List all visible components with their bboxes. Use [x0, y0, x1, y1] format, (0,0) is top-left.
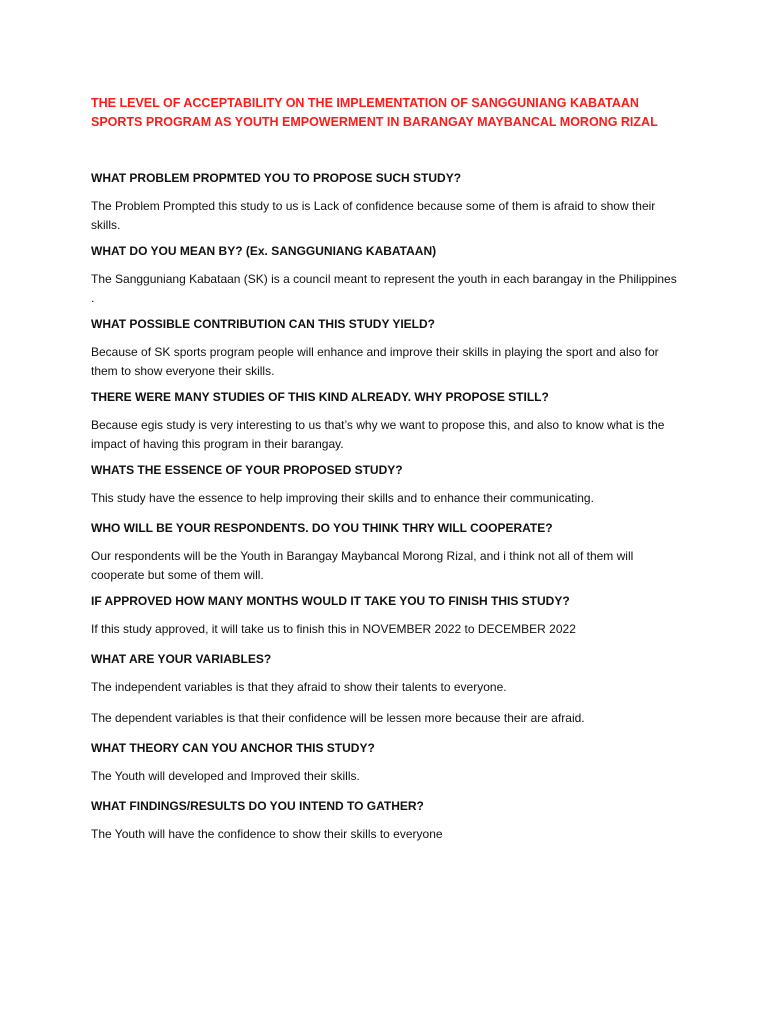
question-contribution: WHAT POSSIBLE CONTRIBUTION CAN THIS STUDY YIELD?	[91, 317, 436, 331]
question-problem: WHAT PROBLEM PROPMTED YOU TO PROPOSE SUCH STUDY?	[91, 171, 462, 185]
question-months: IF APPROVED HOW MANY MONTHS WOULD IT TAKE YOU TO FINISH THIS STUDY?	[91, 594, 570, 608]
answer-why-propose: Because egis study is very interesting to us that’s why we want to propose this, and also to know what is the impact of having this program in their barangay.	[91, 418, 665, 451]
answer-dependent-variable: The dependent variables is that their confidence will be lessen more because their are afraid.	[91, 711, 585, 725]
question-findings: WHAT FINDINGS/RESULTS DO YOU INTEND TO GATHER?	[91, 799, 424, 813]
answer-findings: The Youth will have the confidence to show their skills to everyone	[91, 827, 443, 841]
question-respondents: WHO WILL BE YOUR RESPONDENTS. DO YOU THINK THRY WILL COOPERATE?	[91, 521, 553, 535]
question-essence: WHATS THE ESSENCE OF YOUR PROPOSED STUDY?	[91, 463, 403, 477]
document-title: THE LEVEL OF ACCEPTABILITY ON THE IMPLEMENTATION OF SANGGUNIANG KABATAAN SPORTS PROGRAM AS YOUTH EMPOWERMENT IN BARANGAY MAYBANCAL MORONG RIZAL	[91, 96, 658, 129]
question-why-propose: THERE WERE MANY STUDIES OF THIS KIND ALREADY. WHY PROPOSE STILL?	[91, 390, 549, 404]
answer-respondents: Our respondents will be the Youth in Barangay Maybancal Morong Rizal, and i think not all of them will cooperate but some of them will.	[91, 549, 634, 582]
answer-problem: The Problem Prompted this study to us is Lack of confidence because some of them is afraid to show their skills.	[91, 199, 656, 232]
answer-months: If this study approved, it will take us to finish this in NOVEMBER 2022 to DECEMBER 2022	[91, 622, 576, 636]
answer-theory: The Youth will developed and Improved their skills.	[91, 769, 360, 783]
answer-contribution: Because of SK sports program people will enhance and improve their skills in playing the sport and also for them to show everyone their skills.	[91, 345, 659, 378]
answer-essence: This study have the essence to help improving their skills and to enhance their communicating.	[91, 491, 594, 505]
question-variables: WHAT ARE YOUR VARIABLES?	[91, 652, 272, 666]
question-theory: WHAT THEORY CAN YOU ANCHOR THIS STUDY?	[91, 741, 375, 755]
answer-meaning: The Sangguniang Kabataan (SK) is a council meant to represent the youth in each barangay in the Philippines .	[91, 272, 677, 305]
qa-section	[91, 170, 681, 856]
answer-independent-variable: The independent variables is that they afraid to show their talents to everyone.	[91, 680, 507, 694]
question-meaning: WHAT DO YOU MEAN BY? (Ex. SANGGUNIANG KABATAAN)	[91, 244, 437, 258]
